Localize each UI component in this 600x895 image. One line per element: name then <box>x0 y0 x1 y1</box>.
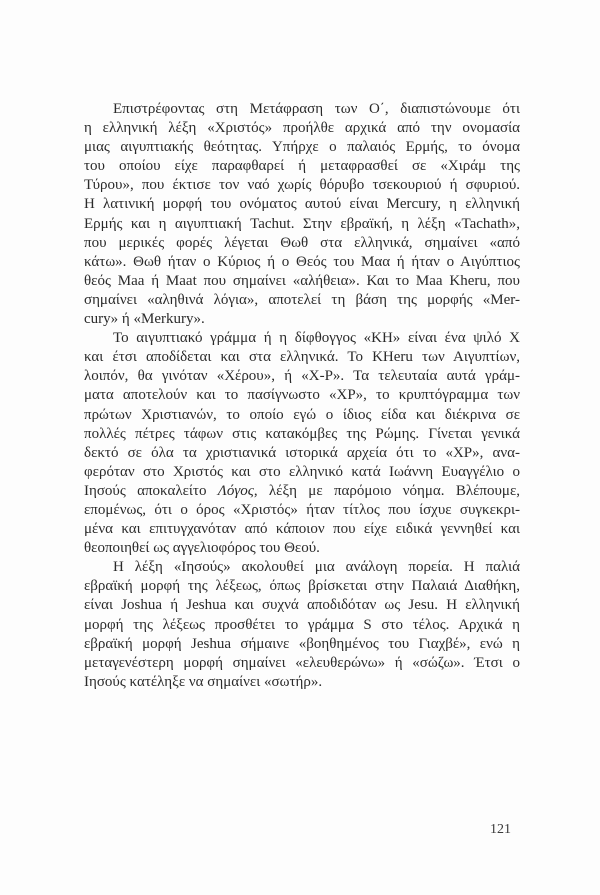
text-line: θεοποιηθεί ως αγγελιοφόρος του Θεού. <box>84 540 320 557</box>
text-line: φερόταν στο Χριστός και στο ελληνικό κατά Ιωάννη Ευαγγέλιο ο <box>84 463 520 480</box>
text-line: πολλές πέτρες τάφων στις κατακόμβες της Ρώμης. Γίνεται γενικά <box>84 425 520 442</box>
text-line: σημαίνει «αληθινά λόγια», αποτελεί τη βάση της μορφής «Mer- <box>84 291 520 308</box>
text-line: μορφή της λέξεως προσθέτει το γράμμα S στο τέλος. Αρχικά η <box>84 616 520 633</box>
text-line: μένα και επιτυγχανόταν από κάποιον που είχε ειδικά γεννηθεί και <box>84 521 520 538</box>
paragraph-2 <box>84 329 520 558</box>
text-line: εβραϊκή μορφή της λέξεως, όπως βρίσκεται στην Παλαιά Διαθήκη, <box>84 578 520 595</box>
text-line: κάτω». Θωθ ήταν ο Κύριος ή ο Θεός του Μαα ή ήταν ο Αιγύπτιος <box>84 253 520 270</box>
paragraph-1 <box>84 100 520 329</box>
text-line: η ελληνική λέξη «Χριστός» προήλθε αρχικά από την ονομασία <box>84 120 520 137</box>
text-line: Επιστρέφοντας στη Μετάφραση των Ο΄, διαπιστώνουμε ότι <box>113 101 520 117</box>
text-line: του οποίου είχε παραφθαρεί ή μεταφρασθεί σε «Χιράμ της <box>84 158 520 175</box>
text-line: επομένως, ότι ο όρος «Χριστός» ήταν τίτλος που ίσχυε συγκεκρι- <box>84 501 520 518</box>
text-line: που μερικές φορές λέγεται Θωθ στα ελληνικά, σημαίνει «από <box>84 234 520 251</box>
text-line: θεός Maa ή Maat που σημαίνει «αλήθεια». Και το Maa Kheru, που <box>84 272 520 289</box>
text-line: πρώτων Χριστιανών, το οποίο εγώ ο ίδιος είδα και διέκρινα σε <box>84 406 520 423</box>
page-number: 121 <box>490 822 511 837</box>
text-line: δεκτό σε όλα τα χριστιανικά ιστορικά αρχεία ότι το «ΧΡ», ανα- <box>84 444 520 461</box>
text-line: Τύρου», που έκτισε τον ναό χωρίς θόρυβο τσεκουριού ή σφυριού. <box>84 177 520 194</box>
text-line: Ερμής και η αιγυπτιακή Tachut. Στην εβραϊκή, η λέξη «Tachath», <box>84 215 520 232</box>
text-line: Η λέξη «Ιησούς» ακολουθεί μια ανάλογη πορεία. Η παλιά <box>113 559 520 576</box>
body-text <box>84 100 520 692</box>
text-line: cury» ή «Merkury». <box>84 311 205 328</box>
text-line: μεταγενέστερη μορφή σημαίνει «ελευθερώνω» ή «σώζω». Έτσι ο <box>84 654 520 671</box>
text-line: είναι Joshua ή Jeshua και συχνά αποδιδόταν ως Jesu. Η ελληνική <box>84 597 520 614</box>
text-line: Η λατινική μορφή του ονόματος αυτού είναι Mercury, η ελληνική <box>84 196 520 213</box>
text-line: Το αιγυπτιακό γράμμα ή η δίφθογγος «KH» είναι ένα ψιλό X <box>113 330 520 347</box>
text-line: εβραϊκή μορφή Jeshua σήμαινε «βοηθημένος του Γιαχβέ», ενώ η <box>84 635 520 652</box>
italic-term: Λόγος <box>217 482 254 499</box>
text-line: Ιησούς κατέληξε να σημαίνει «σωτήρ». <box>84 673 323 690</box>
text-line: μιας αιγυπτιακής θεότητας. Υπήρχε ο παλαιός Ερμής, το όνομα <box>84 139 520 156</box>
paragraph-3 <box>84 558 520 692</box>
text-line: λοιπόν, θα γινόταν «Χέρου», ή «Χ-Ρ». Τα τελευταία αυτά γράμ- <box>84 368 520 385</box>
text-line: Ιησούς αποκαλείτο Λόγος, λέξη με παρόμοιο νόημα. Βλέπουμε, <box>84 482 520 499</box>
text-line: ματα αποτελούν και το πασίγνωστο «ΧΡ», το κρυπτόγραμμα των <box>84 387 520 404</box>
text-line: και έτσι αποδίδεται και στα ελληνικά. Το KHeru των Αιγυπτίων, <box>84 349 520 366</box>
